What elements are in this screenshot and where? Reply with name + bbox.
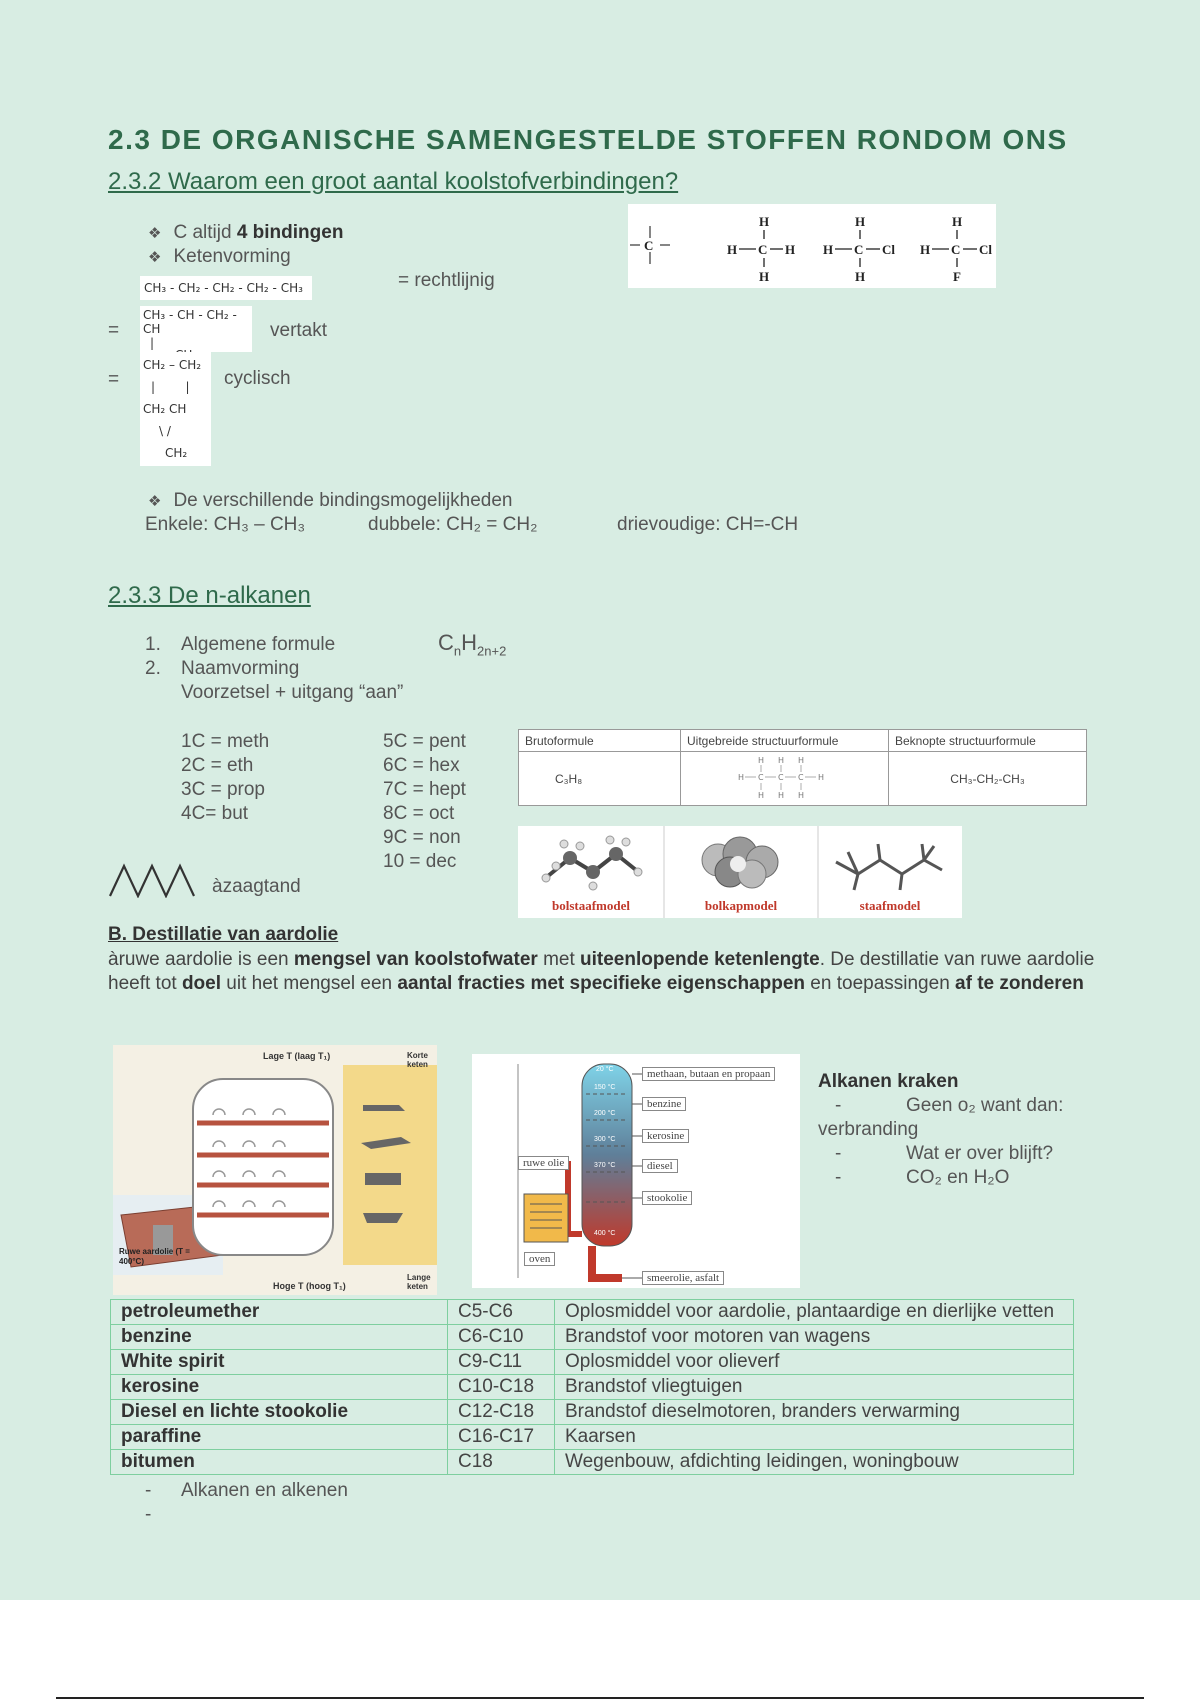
table-cell-use: Brandstof voor motoren van wagens: [555, 1325, 1074, 1350]
atom-f: F: [953, 269, 961, 284]
molecular-models-figure: [518, 826, 962, 918]
dash: -: [835, 1167, 842, 1188]
kraken-point-2: Wat er over blijft?: [906, 1143, 1054, 1164]
table-cell-chain: C5-C6: [448, 1300, 555, 1325]
equals-sign: =: [108, 320, 120, 341]
model-caption: bolkapmodel: [704, 898, 778, 913]
svg-text:H: H: [797, 791, 804, 800]
table-cell-use: Brandstof dieselmotoren, branders verwarming: [555, 1400, 1074, 1425]
table-cell-name: kerosine: [111, 1375, 448, 1400]
footer-line: [56, 1697, 1144, 1699]
prefix-list-left: [181, 730, 269, 826]
svg-text:H: H: [757, 791, 764, 800]
prefix-item: 3C = prop: [181, 779, 265, 800]
paragraph-run: àruwe aardolie is een: [108, 949, 294, 970]
atom-cl: Cl: [882, 242, 895, 257]
naamvorming-rule: Voorzetsel + uitgang “aan”: [181, 682, 404, 703]
dash: -: [145, 1480, 152, 1501]
table-cell-chain: C10-C18: [448, 1375, 555, 1400]
section-heading-2-3-2: 2.3.2 Waarom een groot aantal koolstofverbindingen?: [108, 168, 679, 195]
paragraph-run: . De destillatie van ruwe aardolie heeft tot: [108, 949, 1095, 994]
fraction-label: diesel: [642, 1159, 678, 1173]
fraction-label: benzine: [642, 1097, 686, 1111]
zigzag-label: àzaagtand: [212, 876, 301, 897]
table-row: [111, 1450, 1074, 1475]
propane-formula-table: [518, 729, 1087, 806]
general-formula: $C_nH_{2n+2}$: [438, 630, 507, 659]
table-cell-beknopt: CH₃-CH₂-CH₃: [889, 752, 1087, 806]
formula-branched-chain: CH₃ - CH - CH₂ - CH |: [140, 306, 252, 352]
table-row: [111, 1375, 1074, 1400]
list-item-alkanen-alkenen: Alkanen en alkenen: [181, 1480, 348, 1501]
table-header: Brutoformule: [519, 730, 681, 752]
list-item-algemene-formule: Algemene formule: [181, 634, 336, 655]
prefix-item: 8C = oct: [383, 803, 455, 824]
list-item-naamvorming: Naamvorming: [181, 658, 300, 679]
prefix-list-right: [383, 730, 466, 874]
label-lage-t: Lage T (laag T₁): [263, 1051, 331, 1061]
single-bond-example: Enkele: CH₃ – CH₃: [145, 514, 306, 535]
table-cell-use: Oplosmiddel voor olieverf: [555, 1350, 1074, 1375]
paragraph-run: met: [537, 949, 581, 970]
kraken-title: Alkanen kraken: [818, 1071, 959, 1092]
structure-formulas-figure: [628, 204, 996, 288]
svg-text:H: H: [757, 756, 764, 765]
fraction-label: stookolie: [642, 1191, 692, 1205]
table-cell-chain: C12-C18: [448, 1400, 555, 1425]
table-row: [111, 1400, 1074, 1425]
table-cell-use: Wegenbouw, afdichting leidingen, woningbouw: [555, 1450, 1074, 1475]
table-header: Uitgebreide structuurformule: [681, 730, 889, 752]
table-row: [111, 1350, 1074, 1375]
fluorochloromethane-structure: [920, 214, 992, 284]
temp-label: 200 °C: [594, 1110, 616, 1117]
table-cell-chain: C6-C10: [448, 1325, 555, 1350]
label-korte-keten: Korte keten: [407, 1051, 428, 1069]
methane-structure: [727, 214, 795, 284]
dash: -: [835, 1095, 842, 1116]
table-cell-name: petroleumether: [111, 1300, 448, 1325]
svg-text:H: H: [737, 773, 744, 782]
cyclic-line: CH₂: [165, 446, 188, 460]
table-cell-name: bitumen: [111, 1450, 448, 1475]
svg-text:H: H: [797, 756, 804, 765]
cyclic-line: CH₂ – CH₂: [143, 358, 202, 372]
dash: -: [835, 1143, 842, 1164]
equals-sign: =: [108, 369, 120, 390]
double-bond-example: dubbele: CH₂ = CH₂: [368, 514, 538, 535]
label-cyclisch: cyclisch: [224, 368, 291, 389]
table-row: [111, 1425, 1074, 1450]
atom-h: H: [727, 242, 738, 257]
stick-model: [836, 844, 942, 890]
atom-h: H: [855, 269, 866, 284]
space-filling-model: [702, 837, 778, 888]
label-ruwe-aardolie: Ruwe aardolie (T = 400°C): [119, 1247, 190, 1266]
kraken-point-3: CO₂ en H₂O: [906, 1167, 1010, 1188]
zigzag-icon: [108, 862, 204, 898]
fractions-table: [110, 1299, 1074, 1475]
atom-c: C: [951, 242, 961, 257]
atom-c: C: [854, 242, 864, 257]
table-row: [111, 1300, 1074, 1325]
table-cell-chain: C18: [448, 1450, 555, 1475]
model-caption: bolstaafmodel: [552, 898, 630, 913]
table-row: [111, 1325, 1074, 1350]
atom-cl: Cl: [979, 242, 992, 257]
section-heading-destillatie: B. Destillatie van aardolie: [108, 924, 339, 945]
table-cell-brutoformule: C₃H₈: [519, 752, 681, 806]
cyclic-line: | |: [151, 380, 190, 394]
table-cell-use: Kaarsen: [555, 1425, 1074, 1450]
label-oven: oven: [524, 1252, 555, 1266]
formula-linear-chain: CH₃ - CH₂ - CH₂ - CH₂ - CH₃: [140, 276, 312, 300]
fraction-label: smeerolie, asfalt: [642, 1271, 724, 1285]
refinery-diagram: [113, 1045, 437, 1295]
paragraph-run: uit het mengsel een: [221, 973, 398, 994]
atom-h: H: [952, 214, 963, 229]
prefix-item: 1C = meth: [181, 731, 270, 752]
atom-h: H: [855, 214, 866, 229]
branched-top: CH₃ - CH - CH₂ - CH: [143, 308, 237, 336]
table-cell-name: White spirit: [111, 1350, 448, 1375]
temp-label: 300 °C: [594, 1136, 616, 1143]
cyclic-line: CH₂ CH: [143, 402, 187, 416]
svg-text:H: H: [777, 791, 784, 800]
svg-text:C: C: [797, 773, 804, 782]
prefix-item: 7C = hept: [383, 779, 466, 800]
atom-c: C: [758, 242, 768, 257]
table-cell-use: Brandstof vliegtuigen: [555, 1375, 1074, 1400]
destillatie-paragraph: [108, 948, 1118, 996]
table-header: Beknopte structuurformule: [889, 730, 1087, 752]
table-cell-use: Oplosmiddel voor aardolie, plantaardige en dierlijke vetten: [555, 1300, 1074, 1325]
svg-text:H: H: [777, 756, 784, 765]
temp-label: 370 °C: [594, 1162, 616, 1169]
label-vertakt: vertakt: [270, 320, 328, 341]
kraken-point-1: Geen o₂ want dan:: [906, 1095, 1064, 1116]
bullet-ketenvorming: ❖ Ketenvorming: [148, 246, 291, 268]
triple-bond-example: drievoudige: CH=-CH: [617, 514, 799, 535]
label-ruwe-olie: ruwe olie: [518, 1156, 569, 1170]
prefix-item: 10 = dec: [383, 851, 457, 872]
chloromethane-structure: [823, 214, 895, 284]
atom-h: H: [759, 269, 770, 284]
temp-label: 150 °C: [594, 1084, 616, 1091]
prefix-item: 9C = non: [383, 827, 461, 848]
prefix-item: 6C = hex: [383, 755, 460, 776]
svg-text:C: C: [757, 773, 764, 782]
prefix-item: 4C= but: [181, 803, 249, 824]
table-cell-name: paraffine: [111, 1425, 448, 1450]
paragraph-run: mengsel van koolstofwater: [293, 949, 538, 970]
label-rechtlijnig: = rechtlijnig: [398, 270, 495, 291]
prefix-item: 5C = pent: [383, 731, 466, 752]
svg-text:C: C: [777, 773, 784, 782]
page-title: 2.3 DE ORGANISCHE SAMENGESTELDE STOFFEN RONDOM ONS: [108, 124, 1068, 155]
fraction-label: kerosine: [642, 1129, 689, 1143]
cyclic-line: \ /: [159, 424, 171, 438]
atom-h: H: [823, 242, 834, 257]
formula-cyclic: [140, 352, 211, 466]
paragraph-run: doel: [181, 973, 222, 994]
paragraph-run: aantal fracties met specifieke eigenschappen: [397, 973, 806, 994]
ball-and-stick-model: [542, 836, 642, 890]
dash: -: [145, 1504, 152, 1525]
prefix-item: 2C = eth: [181, 755, 254, 776]
atom-c: C: [644, 238, 654, 253]
atom-h: H: [785, 242, 796, 257]
label-hoge-t: Hoge T (hoog T₁): [273, 1281, 346, 1291]
section-heading-2-3-3: 2.3.3 De n-alkanen: [108, 582, 311, 609]
atom-h: H: [920, 242, 931, 257]
paragraph-run: af te zonderen: [955, 973, 1084, 994]
fraction-label: methaan, butaan en propaan: [642, 1067, 775, 1081]
temp-label: 20 °C: [596, 1066, 614, 1073]
list-number: 1.: [145, 634, 161, 655]
atom-h: H: [759, 214, 770, 229]
svg-text:H: H: [817, 773, 824, 782]
list-number: 2.: [145, 658, 161, 679]
table-cell-chain: C16-C17: [448, 1425, 555, 1450]
table-cell-name: Diesel en lichte stookolie: [111, 1400, 448, 1425]
table-cell-uitgebreid: [681, 752, 889, 806]
table-cell-name: benzine: [111, 1325, 448, 1350]
kraken-point-1b: verbranding: [818, 1119, 919, 1140]
bullet-bindingsmogelijkheden: ❖ De verschillende bindingsmogelijkheden: [148, 490, 513, 512]
paragraph-run: en toepassingen: [805, 973, 956, 994]
table-cell-chain: C9-C11: [448, 1350, 555, 1375]
temp-label: 400 °C: [594, 1230, 616, 1237]
label-lange-keten: Lange keten: [407, 1273, 431, 1291]
model-caption: staafmodel: [859, 898, 921, 913]
bullet-bindings: ❖ C altijd 4 bindingen: [148, 222, 343, 244]
paragraph-run: uiteenlopende ketenlengte: [580, 949, 820, 970]
fractionating-column-diagram: [472, 1054, 800, 1288]
